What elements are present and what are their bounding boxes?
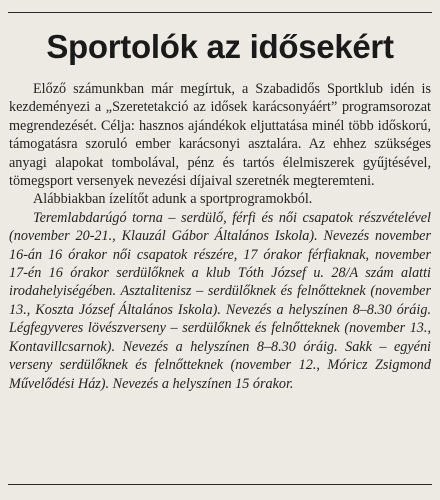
top-rule xyxy=(8,12,432,13)
article-paragraph: Alábbiakban ízelítőt adunk a sportprogramokból. xyxy=(33,191,313,208)
article-body xyxy=(9,80,431,393)
article-paragraph: Előző számunkban már megírtuk, a Szabadidős Sportklub idén is kezdeményezi a „Szeretetakció az idősek karácsonyáért” programsorozat megrendezését. Célja: hasznos ajándékok eljuttatása minél több időskorú, támogatásra szoruló ember karácsonyi asztalára. Az ehhez szükséges anyagi alapokat tombolával, pénz és tartós élelmiszerek gyűjtésével, tömegsport versenyek nevezési díjaival szeretnék megteremteni. xyxy=(9,81,431,190)
article-title: Sportolók az idősekért xyxy=(46,28,394,65)
article-paragraph-programs: Teremlabdarúgó torna – serdülő, férfi és női csapatok részvételével (november 20-21., Klauzál Gábor Általános Iskola). Nevezés november 16-án 16 órakor női csapatok részére, 17 órakor férfiaknak, november 17-én 16 órakor serdülőknek a klub Tóth József u. 28/A szám alatti irodahelyiségében. Asztalitenisz – serdülőknek és felnőtteknek (november 13., Koszta József Általános Iskola). Nevezés a helyszínen 8–8.30 óráig. Légfegyveres lövészverseny – serdülőknek és felnőtteknek (november 13., Kontavillcsarnok). Nevezés a helyszínen 8–8.30 óráig. Sakk – egyéni verseny serdülőknek és felnőtteknek (november 12., Móricz Zsigmond Művelődési Ház). Nevezés a helyszínen 15 órakor. xyxy=(9,209,431,392)
bottom-rule xyxy=(8,484,432,485)
